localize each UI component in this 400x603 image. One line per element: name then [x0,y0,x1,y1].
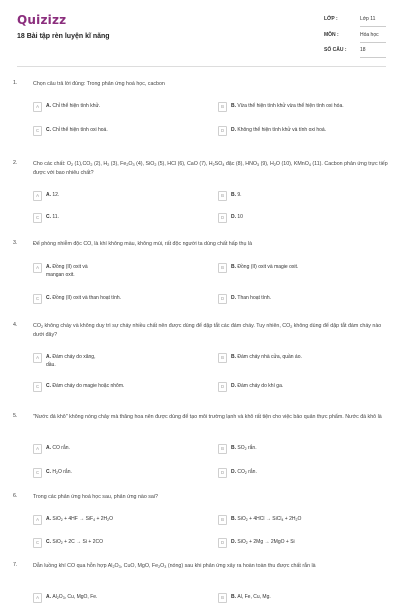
quizizz-logo: Quizizz [17,13,67,27]
option-text [231,444,391,452]
option-text [46,444,206,452]
option-checkbox[interactable]: B [218,263,227,273]
subject-label: MÔN : [324,32,339,38]
option-text [231,213,391,221]
question-number: 1. [13,80,18,86]
option-text [46,353,106,369]
question-count-value: 18 [360,47,366,53]
option-text [46,263,106,279]
option-text [231,102,391,110]
option-checkbox[interactable]: C [33,382,42,392]
option-letter: D. [231,383,238,389]
option-checkbox[interactable]: C [33,538,42,548]
question-text: Chọn câu trả lời đúng: Trong phản ứng hoá học, cacbon [33,81,165,87]
option-checkbox[interactable]: A [33,102,42,112]
option-text [231,353,391,361]
option-checkbox[interactable]: D [218,294,227,304]
option-letter: A. [46,192,53,198]
option-letter: B. [231,264,238,270]
option-checkbox[interactable]: B [218,191,227,201]
option-body: SiO$_2$ + 2Mg → 2MgO + Si [237,539,295,545]
question-text: $CO_2$ không cháy và không duy trì sự cháy nhiều chất nên được dùng để dập tắt các đám cháy. Tuy nhiên, $CO_2$ không dùng để dập tắt đám cháy nào dưới đây? [33,323,382,338]
option-body: Chỉ thể hiện tính oxi hoá. [52,127,108,133]
option-text [46,213,206,221]
option-text [46,382,206,390]
option-body: 10 [237,214,243,220]
option-body: 12. [52,192,60,198]
option-text [231,382,391,390]
question-text: Trong các phản ứng hoá học sau, phản ứng nào sai? [33,494,158,500]
option-body: 9. [237,192,242,198]
option-body: $Al_2O_3$, Cu, MgO, Fe. [52,594,98,600]
option-text [46,515,206,523]
option-checkbox[interactable]: A [33,515,42,525]
option-body: $SiO_2 + 4HF \to SiF_4 + 2H_2O$ [52,516,114,522]
question-number: 6. [13,493,18,499]
option-checkbox[interactable]: A [33,191,42,201]
option-text [231,126,391,134]
option-text [46,294,206,302]
option-letter: A. [46,594,53,600]
option-text [46,191,206,199]
option-checkbox[interactable]: B [218,102,227,112]
subject-value: Hóa học [360,32,379,38]
option-letter: C. [46,383,53,389]
option-body: Đồng (II) oxit và magie oxit. [237,264,299,270]
option-checkbox[interactable]: B [218,593,227,603]
option-body: $CO_2$ rắn. [237,469,257,475]
option-letter: D. [231,127,238,133]
question-number: 7. [13,562,18,568]
option-body: $SO_2$ rắn. [237,445,257,451]
header-divider [17,66,386,67]
subject-underline [360,42,386,43]
option-letter: A. [46,103,53,109]
option-checkbox[interactable]: A [33,593,42,603]
option-letter: B. [231,103,238,109]
option-text [231,263,391,271]
option-letter: B. [231,354,238,360]
grade-value: Lớp 11 [360,16,376,22]
option-letter: A. [46,445,53,451]
option-body: Chỉ thể hiện tính khử. [52,103,101,109]
option-checkbox[interactable]: B [218,444,227,454]
option-checkbox[interactable]: D [218,213,227,223]
option-body: 11. [52,214,59,220]
question-number: 3. [13,240,18,246]
option-body: Đồng (II) oxit và than hoạt tính. [52,295,122,301]
option-letter: C. [46,539,53,545]
option-text [46,102,106,110]
option-letter: C. [46,127,53,133]
option-checkbox[interactable]: A [33,263,42,273]
grade-label: LỚP : [324,16,338,22]
option-body: Đám cháy nhà cửa, quần áo. [237,354,302,360]
option-checkbox[interactable]: D [218,126,227,136]
option-letter: C. [46,295,53,301]
option-checkbox[interactable]: D [218,382,227,392]
option-body: SiO$_2$ + 2C → Si + 2CO [52,539,103,545]
option-letter: D. [231,214,238,220]
option-text [231,468,391,476]
option-checkbox[interactable]: B [218,353,227,363]
question-number: 2. [13,160,18,166]
option-text [231,538,391,546]
option-letter: D. [231,539,238,545]
question-text: "Nước đá khô" không nóng chảy mà thăng hoa nên được dùng để tạo môi trường lạnh và khô rất tiện cho việc bảo quản thực phẩm. Nước đá khô là [33,414,382,420]
option-letter: B. [231,445,238,451]
option-body: Không thể hiện tính khử và tính oxi hoá. [237,127,327,133]
option-letter: A. [46,516,53,522]
option-text [231,294,391,302]
question-number: 4. [13,322,18,328]
option-checkbox[interactable]: D [218,538,227,548]
option-text [46,468,206,476]
option-letter: B. [231,516,238,522]
option-checkbox[interactable]: C [33,126,42,136]
option-letter: B. [231,192,238,198]
question-text: Cho các chất: $O_2$ $(1),CO_2$ (2), $H_2$ (3), $Fe_2O_3$ (4), SiO$_2$ (5), HCl (6), CaO (7), $H_2SO_4$ đặc (8), $HNO_3$ (9), $H_2O$ (10), KMnO$_4$ (11). Cacbon phản ứng trực tiếp được với bao nhiêu chất? [33,161,388,176]
option-checkbox[interactable]: B [218,515,227,525]
option-body: CO rắn. [52,445,70,451]
grade-underline [360,26,386,27]
option-body: Vừa thể hiện tính khử vừa thể hiện tính oxi hóa. [237,103,344,109]
option-letter: D. [231,469,238,475]
option-text [231,515,391,523]
option-letter: A. [46,354,53,360]
option-letter: B. [231,594,238,600]
option-text [46,538,206,546]
option-text [231,191,391,199]
option-checkbox[interactable]: A [33,444,42,454]
question-number: 5. [13,413,18,419]
option-checkbox[interactable]: C [33,213,42,223]
question-count-label: SỐ CÂU : [324,47,347,53]
option-letter: A. [46,264,53,270]
worksheet-title: 18 Bài tập rèn luyện kĩ năng [17,33,110,40]
option-letter: C. [46,469,53,475]
question-text: Để phòng nhiễm độc CO, là khí không màu, không mùi, rất độc người ta dùng chất hấp thụ là [33,241,253,247]
option-body: Al, Fe, Cu, Mg. [237,594,271,600]
option-letter: D. [231,295,238,301]
option-checkbox[interactable]: D [218,468,227,478]
option-body: Đám cháy do magie hoặc nhôm. [52,383,125,389]
question-count-underline [360,57,386,58]
option-letter: C. [46,214,53,220]
option-checkbox[interactable]: A [33,353,42,363]
option-checkbox[interactable]: C [33,468,42,478]
option-body: Đồng (II) oxit và mangan oxit. [46,264,88,278]
option-body: Đám cháy do xăng, dầu. [46,354,96,368]
option-body: $H_2O$ rắn. [52,469,72,475]
option-body: Than hoạt tính. [237,295,272,301]
option-body: SiO$_2$ + 4HCl → SiCl$_4$ + $2H_2O$ [237,516,302,522]
option-text [46,126,206,134]
worksheet-header [0,0,400,70]
option-body: Đám cháy do khí ga. [237,383,284,389]
question-text: Dẫn luồng khí CO qua hỗn hợp $Al_2O_3$, CuO, MgO, $Fe_2O_3$ (nóng) sau khi phản ứng xảy ra hoàn toàn thu được chất rắn là [33,563,316,569]
option-checkbox[interactable]: C [33,294,42,304]
